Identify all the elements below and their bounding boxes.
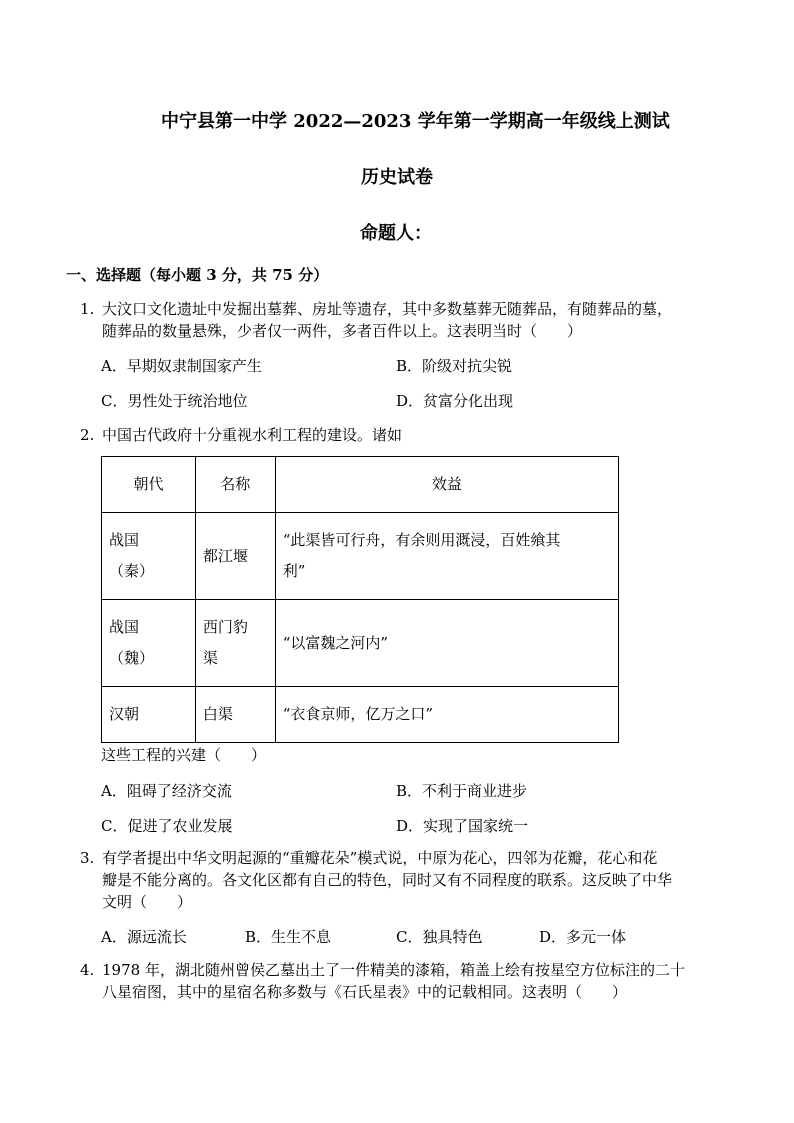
question-text-line: 文明（ ） xyxy=(102,893,193,911)
cell-text: 白渠 xyxy=(202,705,233,723)
option-a[interactable]: A．阻碍了经济交流 xyxy=(101,782,232,800)
cell-text: 利” xyxy=(282,562,306,580)
question-text-line: 中国古代政府十分重视水利工程的建设。诸如 xyxy=(102,426,403,444)
cell-benefit xyxy=(275,513,618,600)
author-label: 命题人： xyxy=(360,223,432,244)
cell-name xyxy=(195,687,275,743)
option-d[interactable]: D．贫富分化出现 xyxy=(396,392,514,410)
cell-text: 渠 xyxy=(202,649,218,667)
header-benefit: 效益 xyxy=(275,457,618,513)
option-a[interactable]: A．早期奴隶制国家产生 xyxy=(101,357,262,375)
cell-text: （魏） xyxy=(109,649,155,667)
cell-text: “以富魏之河内” xyxy=(282,633,389,652)
cell-text: “衣食京师，亿万之口” xyxy=(282,705,434,723)
cell-name xyxy=(195,600,275,687)
option-c[interactable]: C．促进了农业发展 xyxy=(101,817,233,835)
question-number: 3. xyxy=(80,849,95,867)
question-number: 1. xyxy=(80,300,95,318)
cell-dynasty xyxy=(102,600,196,687)
table-row xyxy=(102,687,619,743)
section-heading: 一、选择题（每小题 3 分，共 75 分） xyxy=(66,266,329,284)
option-c[interactable]: C．独具特色 xyxy=(396,928,483,946)
cell-text: 都江堰 xyxy=(202,546,248,565)
option-a[interactable]: A．源远流长 xyxy=(101,928,187,946)
option-b[interactable]: B．不利于商业进步 xyxy=(396,782,528,800)
cell-name xyxy=(195,513,275,600)
exam-subtitle: 历史试卷 xyxy=(361,167,433,188)
cell-text: 汉朝 xyxy=(109,705,140,723)
exam-title: 中宁县第一中学 2022—2023 学年第一学期高一年级线上测试 xyxy=(161,111,670,132)
table-row xyxy=(102,600,619,687)
cell-text: “此渠皆可行舟，有余则用溉浸，百姓飨其 xyxy=(282,531,561,549)
table-row xyxy=(102,513,619,600)
option-c[interactable]: C．男性处于统治地位 xyxy=(101,392,248,410)
cell-text: 西门豹 xyxy=(202,618,248,636)
cell-dynasty xyxy=(102,513,196,600)
header-dynasty: 朝代 xyxy=(102,457,196,513)
question-text-line: 1978 年，湖北随州曾侯乙墓出土了一件精美的漆箱，箱盖上绘有按星空方位标注的二十 xyxy=(102,961,685,979)
question-text-line: 大汶口文化遗址中发掘出墓葬、房址等遗存，其中多数墓葬无随葬品，有随葬品的墓， xyxy=(102,300,673,318)
cell-text: 战国 xyxy=(109,531,140,549)
option-d[interactable]: D．实现了国家统一 xyxy=(396,817,529,835)
cell-text: 战国 xyxy=(109,618,140,636)
option-b[interactable]: B．生生不息 xyxy=(245,928,332,946)
question-text-line: 随葬品的数量悬殊，少者仅一两件，多者百件以上。这表明当时（ ） xyxy=(102,322,583,340)
cell-benefit xyxy=(275,687,618,743)
cell-benefit xyxy=(275,600,618,687)
question-text-line: 瓣是不能分离的。各文化区都有自己的特色，同时又有不同程度的联系。这反映了中华 xyxy=(102,871,673,889)
cell-text: （秦） xyxy=(109,562,155,580)
question-text-line: 这些工程的兴建（ ） xyxy=(101,746,267,764)
question-text-line: 有学者提出中华文明起源的“重瓣花朵”模式说，中原为花心，四邻为花瓣，花心和花 xyxy=(102,849,658,867)
question-number: 4. xyxy=(80,961,95,979)
question-number: 2. xyxy=(80,426,95,444)
cell-dynasty xyxy=(102,687,196,743)
table-header-row xyxy=(102,457,619,513)
header-name: 名称 xyxy=(195,457,275,513)
option-d[interactable]: D．多元一体 xyxy=(539,928,627,946)
question-text-line: 八星宿图，其中的星宿名称多数与《石氏星表》中的记载相同。这表明（ ） xyxy=(102,983,628,1001)
option-b[interactable]: B．阶级对抗尖锐 xyxy=(396,357,513,375)
water-projects-table xyxy=(101,456,619,743)
